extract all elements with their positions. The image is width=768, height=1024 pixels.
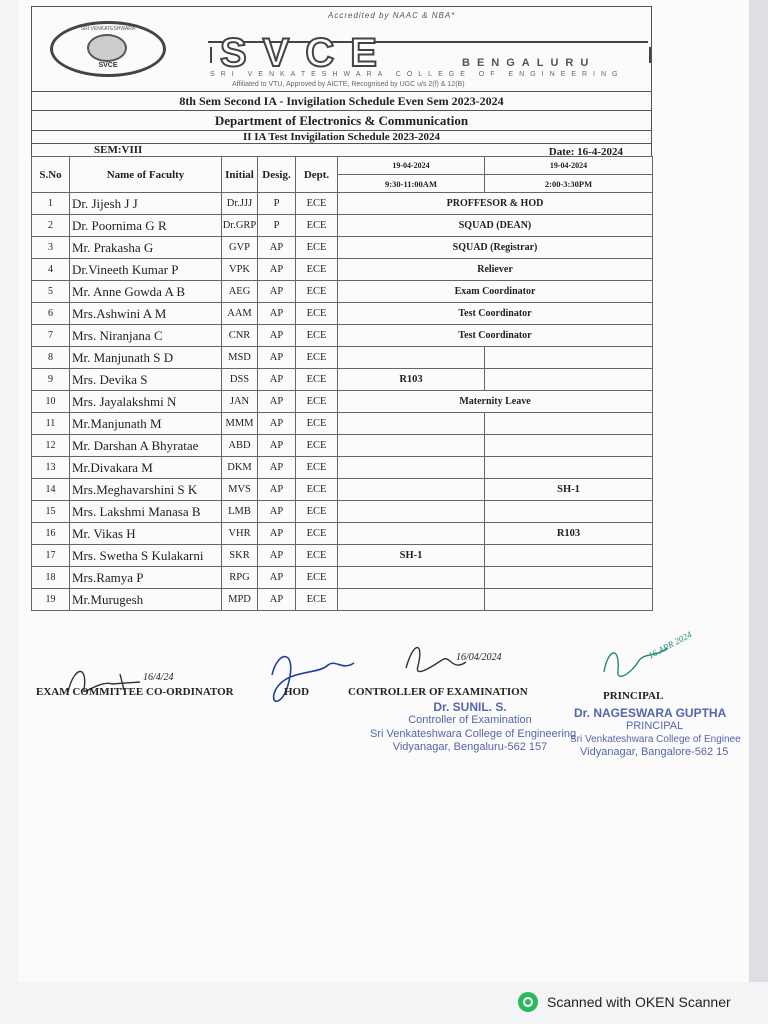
row-duty: Maternity Leave xyxy=(338,391,653,413)
row-department: ECE xyxy=(296,479,338,501)
row-designation: AP xyxy=(258,567,296,589)
row-sno: 14 xyxy=(32,479,70,501)
row-sno: 5 xyxy=(32,281,70,303)
controller-stamp-address: Vidyanagar, Bengaluru-562 157 xyxy=(392,740,548,753)
row-duty: SQUAD (Registrar) xyxy=(338,237,653,259)
department-title: Department of Electronics & Communication xyxy=(31,110,652,130)
row-department: ECE xyxy=(296,545,338,567)
col-name: Name of Faculty xyxy=(70,157,222,193)
table-row xyxy=(32,193,653,215)
principal-stamp-address: Vidyanagar, Bangalore-562 15 xyxy=(580,745,729,758)
scanner-watermark xyxy=(518,992,731,1012)
col-dept: Dept. xyxy=(296,157,338,193)
row-initial: VHR xyxy=(222,523,258,545)
row-duty: Reliever xyxy=(338,259,653,281)
row-faculty-name: Mrs.Meghavarshini S K xyxy=(70,479,222,501)
row-sno: 19 xyxy=(32,589,70,611)
controller-stamp-title: Controller of Examination xyxy=(408,714,532,727)
row-initial: MMM xyxy=(222,413,258,435)
hod-signature xyxy=(258,645,368,713)
table-row xyxy=(32,369,653,391)
row-designation: AP xyxy=(258,457,296,479)
row-department: ECE xyxy=(296,567,338,589)
table-row xyxy=(32,567,653,589)
table-row xyxy=(32,479,653,501)
row-slot2-room xyxy=(485,457,653,479)
row-department: ECE xyxy=(296,435,338,457)
row-faculty-name: Mrs. Jayalakshmi N xyxy=(70,391,222,413)
document-date: Date: 16-4-2024 xyxy=(548,146,623,158)
row-designation: AP xyxy=(258,259,296,281)
table-row xyxy=(32,347,653,369)
table-row xyxy=(32,237,653,259)
row-initial: ABD xyxy=(222,435,258,457)
controller-stamp-college: Sri Venkateshwara College of Engineering xyxy=(370,727,577,740)
row-slot2-room: R103 xyxy=(485,523,653,545)
row-initial: AEG xyxy=(222,281,258,303)
controller-label: CONTROLLER OF EXAMINATION xyxy=(348,686,528,698)
principal-stamp-college: Sri Venkateshwara College of Enginee xyxy=(570,733,741,745)
hod-label: HOD xyxy=(284,686,310,698)
slot1-time: 9:30-11:00AM xyxy=(338,175,485,193)
table-header-row xyxy=(32,157,653,175)
letterhead-bar-left xyxy=(210,47,212,63)
row-slot2-room xyxy=(485,589,653,611)
brand-wordmark: SVCE xyxy=(220,31,393,75)
row-initial: DSS xyxy=(222,369,258,391)
row-sno: 12 xyxy=(32,435,70,457)
row-faculty-name: Mr. Darshan A Bhyratae xyxy=(70,435,222,457)
table-row xyxy=(32,501,653,523)
row-slot2-room xyxy=(485,347,653,369)
col-sno: S.No xyxy=(32,157,70,193)
scanner-logo-icon xyxy=(518,992,538,1012)
principal-date: 16 APR 2024 xyxy=(646,629,694,661)
principal-stamp xyxy=(570,706,768,759)
row-initial: VPK xyxy=(222,259,258,281)
row-department: ECE xyxy=(296,523,338,545)
row-slot1-room xyxy=(338,435,485,457)
row-initial: MVS xyxy=(222,479,258,501)
logo-text: SVCE xyxy=(98,62,118,69)
letterhead-bar-right xyxy=(649,47,651,63)
row-designation: P xyxy=(258,215,296,237)
row-faculty-name: Dr. Jijesh J J xyxy=(70,193,222,215)
city-text: BENGALURU xyxy=(462,57,596,69)
row-faculty-name: Mr. Vikas H xyxy=(70,523,222,545)
row-initial: SKR xyxy=(222,545,258,567)
row-designation: AP xyxy=(258,303,296,325)
table-row xyxy=(32,259,653,281)
row-designation: AP xyxy=(258,281,296,303)
row-faculty-name: Mr.Divakara M xyxy=(70,457,222,479)
row-slot2-room xyxy=(485,567,653,589)
row-sno: 1 xyxy=(32,193,70,215)
row-slot1-room xyxy=(338,457,485,479)
row-slot1-room: R103 xyxy=(338,369,485,391)
row-sno: 16 xyxy=(32,523,70,545)
row-slot2-room xyxy=(485,545,653,567)
row-initial: GVP xyxy=(222,237,258,259)
table-row xyxy=(32,303,653,325)
row-initial: CNR xyxy=(222,325,258,347)
row-slot1-room xyxy=(338,523,485,545)
row-designation: AP xyxy=(258,413,296,435)
row-designation: AP xyxy=(258,391,296,413)
table-row xyxy=(32,215,653,237)
row-faculty-name: Dr. Poornima G R xyxy=(70,215,222,237)
row-sno: 17 xyxy=(32,545,70,567)
principal-label: PRINCIPAL xyxy=(603,690,664,702)
row-slot1-room xyxy=(338,567,485,589)
row-initial: LMB xyxy=(222,501,258,523)
controller-stamp xyxy=(370,700,577,754)
row-duty: Exam Coordinator xyxy=(338,281,653,303)
table-row xyxy=(32,413,653,435)
row-slot2-room xyxy=(485,501,653,523)
exam-coordinator-date: 16/4/24 xyxy=(143,672,174,683)
row-designation: AP xyxy=(258,479,296,501)
row-initial: AAM xyxy=(222,303,258,325)
row-initial: MSD xyxy=(222,347,258,369)
slot2-date: 19-04-2024 xyxy=(485,157,653,175)
row-slot1-room xyxy=(338,413,485,435)
college-logo xyxy=(50,21,166,77)
row-duty: Test Coordinator xyxy=(338,303,653,325)
table-row xyxy=(32,281,653,303)
row-designation: AP xyxy=(258,369,296,391)
row-sno: 15 xyxy=(32,501,70,523)
row-faculty-name: Mr. Manjunath S D xyxy=(70,347,222,369)
row-designation: AP xyxy=(258,237,296,259)
row-duty: PROFFESOR & HOD xyxy=(338,193,653,215)
row-faculty-name: Dr.Vineeth Kumar P xyxy=(70,259,222,281)
row-faculty-name: Mrs. Niranjana C xyxy=(70,325,222,347)
slot2-time: 2:00-3:30PM xyxy=(485,175,653,193)
row-faculty-name: Mr.Manjunath M xyxy=(70,413,222,435)
row-department: ECE xyxy=(296,215,338,237)
row-department: ECE xyxy=(296,589,338,611)
row-department: ECE xyxy=(296,391,338,413)
row-sno: 13 xyxy=(32,457,70,479)
row-sno: 9 xyxy=(32,369,70,391)
row-slot2-room xyxy=(485,435,653,457)
row-faculty-name: Mrs. Lakshmi Manasa B xyxy=(70,501,222,523)
row-slot2-room xyxy=(485,369,653,391)
slot1-date: 19-04-2024 xyxy=(338,157,485,175)
row-sno: 7 xyxy=(32,325,70,347)
principal-stamp-name: Dr. NAGESWARA GUPTHA xyxy=(574,706,727,720)
table-row xyxy=(32,523,653,545)
row-designation: AP xyxy=(258,347,296,369)
test-title: II IA Test Invigilation Schedule 2023-2024 xyxy=(31,130,652,143)
row-department: ECE xyxy=(296,501,338,523)
table-row xyxy=(32,545,653,567)
row-slot2-room: SH-1 xyxy=(485,479,653,501)
principal-stamp-title: PRINCIPAL xyxy=(626,720,684,733)
table-row xyxy=(32,435,653,457)
row-sno: 8 xyxy=(32,347,70,369)
row-department: ECE xyxy=(296,237,338,259)
row-initial: MPD xyxy=(222,589,258,611)
row-faculty-name: Mrs.Ashwini A M xyxy=(70,303,222,325)
row-designation: P xyxy=(258,193,296,215)
row-department: ECE xyxy=(296,457,338,479)
col-initial: Initial xyxy=(222,157,258,193)
controller-date: 16/04/2024 xyxy=(456,652,502,663)
invigilation-table xyxy=(31,156,653,611)
row-department: ECE xyxy=(296,347,338,369)
accreditation-text: Accredited by NAAC & NBA* xyxy=(328,11,456,20)
row-duty: Test Coordinator xyxy=(338,325,653,347)
controller-stamp-name: Dr. SUNIL. S. xyxy=(433,700,507,714)
row-department: ECE xyxy=(296,259,338,281)
row-initial: Dr.GRP xyxy=(222,215,258,237)
row-sno: 4 xyxy=(32,259,70,281)
scan-edge-shade xyxy=(749,0,768,982)
row-duty: SQUAD (DEAN) xyxy=(338,215,653,237)
row-designation: AP xyxy=(258,523,296,545)
row-slot1-room: SH-1 xyxy=(338,545,485,567)
college-letterhead xyxy=(31,6,652,91)
row-department: ECE xyxy=(296,281,338,303)
row-sno: 6 xyxy=(32,303,70,325)
row-faculty-name: Mrs. Swetha S Kulakarni xyxy=(70,545,222,567)
row-faculty-name: Mr. Anne Gowda A B xyxy=(70,281,222,303)
sem-date-row xyxy=(31,143,652,156)
scanner-text: Scanned with OKEN Scanner xyxy=(547,994,731,1010)
row-initial: DKM xyxy=(222,457,258,479)
row-department: ECE xyxy=(296,413,338,435)
invigilation-document xyxy=(31,6,652,611)
row-sno: 11 xyxy=(32,413,70,435)
logo-emblem-icon xyxy=(87,34,127,62)
row-department: ECE xyxy=(296,303,338,325)
col-desig: Desig. xyxy=(258,157,296,193)
row-sno: 2 xyxy=(32,215,70,237)
row-sno: 3 xyxy=(32,237,70,259)
semester-label: SEM:VIII xyxy=(94,144,143,156)
row-faculty-name: Mr. Prakasha G xyxy=(70,237,222,259)
table-row xyxy=(32,457,653,479)
row-slot1-room xyxy=(338,479,485,501)
schedule-title: 8th Sem Second IA - Invigilation Schedule Even Sem 2023-2024 xyxy=(31,91,652,110)
row-designation: AP xyxy=(258,589,296,611)
table-row xyxy=(32,325,653,347)
row-slot1-room xyxy=(338,501,485,523)
college-name: SRI VENKATESHWARA COLLEGE OF ENGINEERING xyxy=(210,71,624,78)
row-designation: AP xyxy=(258,501,296,523)
affiliation-text: Affiliated to VTU, Approved by AICTE, Recognised by UGC u/s 2(f) & 12(B) xyxy=(232,81,465,88)
row-faculty-name: Mrs.Ramya P xyxy=(70,567,222,589)
row-sno: 18 xyxy=(32,567,70,589)
principal-signature xyxy=(598,638,708,688)
row-slot1-room xyxy=(338,589,485,611)
row-slot2-room xyxy=(485,413,653,435)
row-initial: RPG xyxy=(222,567,258,589)
row-faculty-name: Mr.Murugesh xyxy=(70,589,222,611)
row-department: ECE xyxy=(296,325,338,347)
row-initial: Dr.JJJ xyxy=(222,193,258,215)
logo-ring-text: SRI VENKATESHWARA xyxy=(80,26,136,32)
row-slot1-room xyxy=(338,347,485,369)
row-designation: AP xyxy=(258,435,296,457)
table-row xyxy=(32,589,653,611)
row-designation: AP xyxy=(258,325,296,347)
exam-coordinator-label: EXAM COMMITTEE CO-ORDINATOR xyxy=(36,686,234,698)
row-department: ECE xyxy=(296,369,338,391)
row-designation: AP xyxy=(258,545,296,567)
row-sno: 10 xyxy=(32,391,70,413)
table-row xyxy=(32,391,653,413)
row-faculty-name: Mrs. Devika S xyxy=(70,369,222,391)
row-department: ECE xyxy=(296,193,338,215)
row-initial: JAN xyxy=(222,391,258,413)
